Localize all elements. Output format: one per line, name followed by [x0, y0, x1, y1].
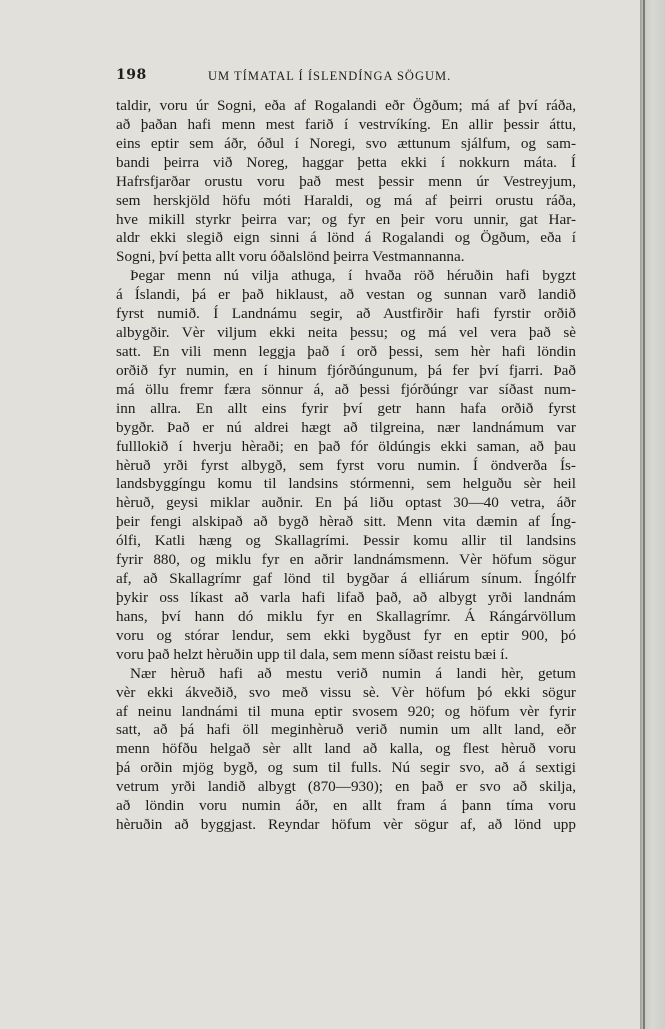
text-line: Sogni, því þetta allt voru óðalslönd þeirra Vestmannanna.	[116, 248, 465, 266]
text-line: voru það helzt hèruðin upp til dala, sem menn síðast reistu bæi í.	[116, 645, 509, 663]
text-line: satt, að þá hafi öll meginhèruð verið numin um allt land, eðr	[116, 721, 576, 739]
binding-edge	[643, 0, 645, 1029]
text-line: vèr ekki ákveðið, svo með vissu sè. Vèr höfum þó ekki sögur	[116, 683, 576, 701]
text-line: hèruð, geysi miklar auðnir. En þá liðu optast 30—40 vetra, áðr	[116, 494, 576, 512]
text-line: Hafrsfjarðar orustu voru það mest þessir menn úr Vestreyjum,	[116, 172, 576, 190]
text-line: inn allra. En allt eins fyrir því getr hann hafa orðið fyrst	[116, 399, 576, 417]
text-line: að löndin voru numin áðr, en allt fram á þann tíma voru	[116, 797, 576, 815]
text-line: fyrst numið. Í Landnámu segir, að Austfirðir hafi fyrstir orðið	[116, 305, 576, 323]
page-header	[116, 67, 576, 87]
running-title: UM TÍMATAL Í ÍSLENDÍNGA SÖGUM.	[208, 69, 452, 83]
text-line: vetrum yrði landið albygt (870—930); en það er svo að skilja,	[116, 778, 576, 796]
text-line: eins eptir sem áðr, óðul í Noregi, svo ættunum sjálfum, og sam-	[116, 134, 576, 152]
text-line: af, að Skallagrímr gaf lönd til bygðar á elliárum sínum. Íngólfr	[116, 570, 576, 588]
text-line: fyrir 880, og miklu fyr en aðrir landnámsmenn. Vèr höfum sögur	[116, 551, 576, 569]
text-line: aldr ekki slegið eign sinni á lönd á Rogalandi og Ögðum, eða í	[116, 229, 576, 247]
text-line: hve mikill styrkr þeirra var; og fyr en þeir voru unnir, gat Har-	[116, 210, 576, 228]
text-line: landsbyggíngu komu til landsins stórmenni, sem helguðu sèr heil	[116, 475, 576, 493]
text-line: sem herskjöld höfu móti Haraldi, og má af þeirri orustu ráða,	[116, 191, 576, 209]
text-line: ólfi, Katli hæng og Skallagrími. Þessir komu allir til landsins	[116, 532, 576, 550]
text-line: Nær hèruð hafi að mestu verið numin á landi hèr, getum	[130, 664, 576, 682]
text-line: orðið fyr numin, en í hinum fjórðúngunum, þá fer því fjarri. Það	[116, 361, 576, 379]
text-line: þykir oss líkast að varla hafi lifað það, að albygt yrði landnám	[116, 588, 576, 606]
text-line: má öllu fremr færa sönnur á, að þessi fjórðúngr var síðast num-	[116, 380, 576, 398]
text-line: á Íslandi, þá er það hiklaust, að vestan og sunnan varð landið	[116, 286, 576, 304]
body-text	[116, 97, 576, 835]
text-line: þeir fengi alskipað að bygð hèrað sitt. Menn vita dæmin af Íng-	[116, 513, 576, 531]
text-line: bandi þeirra við Noreg, haggar þetta ekki í nokkurn máta. Í	[116, 153, 576, 171]
text-line: að þaðan hafi menn mest farið í vestrvíkíng. En allir þessir áttu,	[116, 115, 576, 133]
text-line: þá orðin mjög bygð, og sum til fulls. Nú segir svo, að á sextigi	[116, 759, 576, 777]
text-line: Þegar menn nú vilja athuga, í hvaða röð héruðin hafi bygzt	[130, 267, 576, 285]
text-line: bygðr. Það er nú aldrei hægt að tilgreina, nær landnámum var	[116, 418, 576, 436]
text-line: hans, því hann dó miklu fyr en Skallagrímr. Á Rángárvöllum	[116, 607, 576, 625]
text-line: voru og stórar lendur, sem ekki bygðust fyr en eptir 900, þó	[116, 626, 576, 644]
text-line: hèruðin að byggjast. Reyndar höfum vèr sögur af, að lönd upp	[116, 816, 576, 834]
text-line: fulllokið í hverju hèraði; en það fór öldúngis ekki saman, að þau	[116, 437, 576, 455]
text-line: satt. En vili menn leggja það í orð þessi, sem hèr hafi löndin	[116, 342, 576, 360]
page-number: 198	[116, 67, 147, 83]
text-line: taldir, voru úr Sogni, eða af Rogalandi eðr Ögðum; má af því ráða,	[116, 97, 576, 114]
text-line: albygðir. Vèr viljum ekki neita þessu; og má vel vera það sè	[116, 324, 576, 342]
text-line: menn höfðu helgað sèr allt land að kalla, og flest hèruð voru	[116, 740, 576, 758]
text-line: af neinu landnámi til muna eptir svosem 920; og höfum vèr fyrir	[116, 702, 576, 720]
text-line: hèruð yrði fyrst albygð, sem fyrst voru numin. Í öndverða Ís-	[116, 456, 576, 474]
